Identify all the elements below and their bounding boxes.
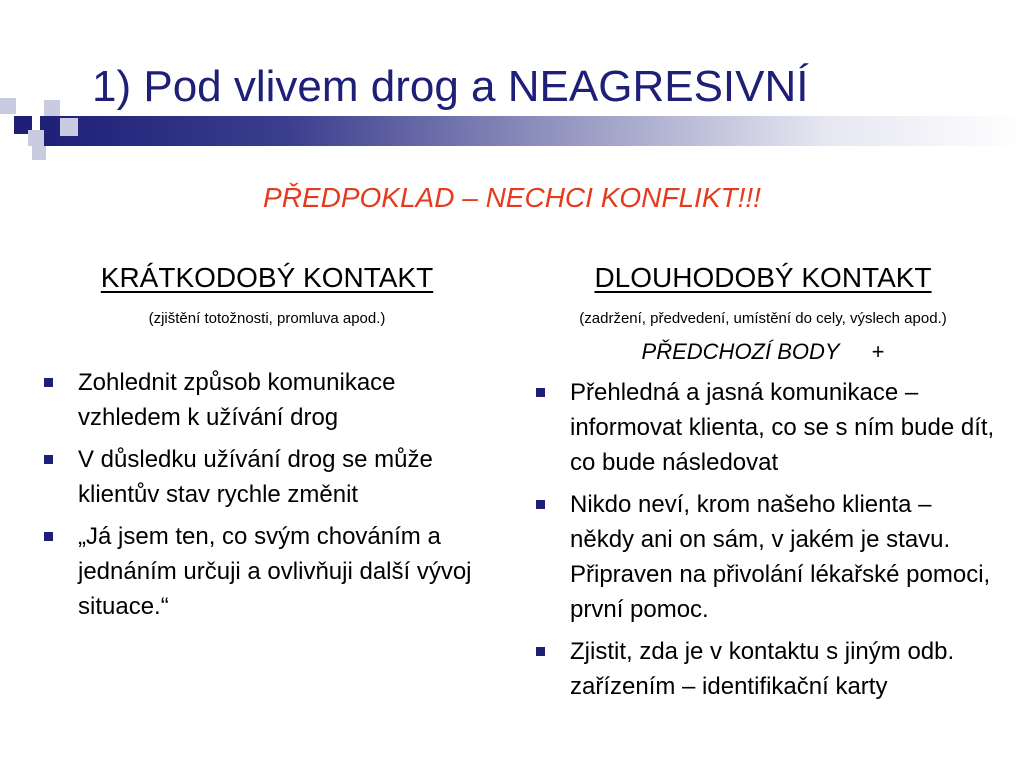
decor-square-icon [0,98,16,114]
right-heading-text: DLOUHODOBÝ KONTAKT [594,262,932,293]
list-item-text: Zjistit, zda je v kontaktu s jiným odb. zařízením – identifikační karty [570,638,955,700]
square-bullet-icon [44,378,53,387]
right-column [528,262,998,711]
list-item-text: Zohlednit způsob komunikace vzhledem k užívání drog [78,369,396,431]
left-heading-text: KRÁTKODOBÝ KONTAKT [100,262,434,293]
list-item-text: V důsledku užívání drog se může klientův stav rychle změnit [78,446,433,508]
header-gradient-band [40,116,1024,146]
right-bullet-list [528,375,998,704]
plus-sign: + [871,339,885,364]
square-bullet-icon [536,647,545,656]
square-bullet-icon [536,388,545,397]
previous-points-text: PŘEDCHOZÍ BODY [641,339,840,364]
slide-subtitle: PŘEDPOKLAD – NECHCI KONFLIKT!!! [263,182,761,213]
decor-square-icon [60,118,78,136]
left-column [36,262,498,631]
previous-points-label [528,339,998,365]
list-item-text: Nikdo neví, krom našeho klienta – někdy ani on sám, v jakém je stavu. Připraven na přivolání lékařské pomoci, první pomoc. [570,491,991,623]
list-item [528,375,998,480]
square-bullet-icon [44,532,53,541]
list-item [36,442,498,512]
left-column-heading [36,262,498,294]
decor-square-icon [28,130,44,146]
list-item [528,634,998,704]
decor-square-icon [32,146,46,160]
list-item [528,487,998,627]
left-column-note: (zjištění totožnosti, promluva apod.) [148,310,386,327]
list-item-text: Přehledná a jasná komunikace – informovat klienta, co se s ním bude dít, co bude následovat [570,379,995,476]
right-column-heading [528,262,998,294]
list-item-text: „Já jsem ten, co svým chováním a jednáním určuji a ovlivňuji další vývoj situace.“ [78,523,472,620]
square-bullet-icon [44,455,53,464]
right-column-note: (zadržení, předvedení, umístění do cely, výslech apod.) [579,310,947,327]
decor-square-icon [44,100,60,116]
slide-title: 1) Pod vlivem drog a NEAGRESIVNÍ [92,62,809,111]
left-bullet-list [36,365,498,624]
square-bullet-icon [536,500,545,509]
list-item [36,519,498,624]
list-item [36,365,498,435]
